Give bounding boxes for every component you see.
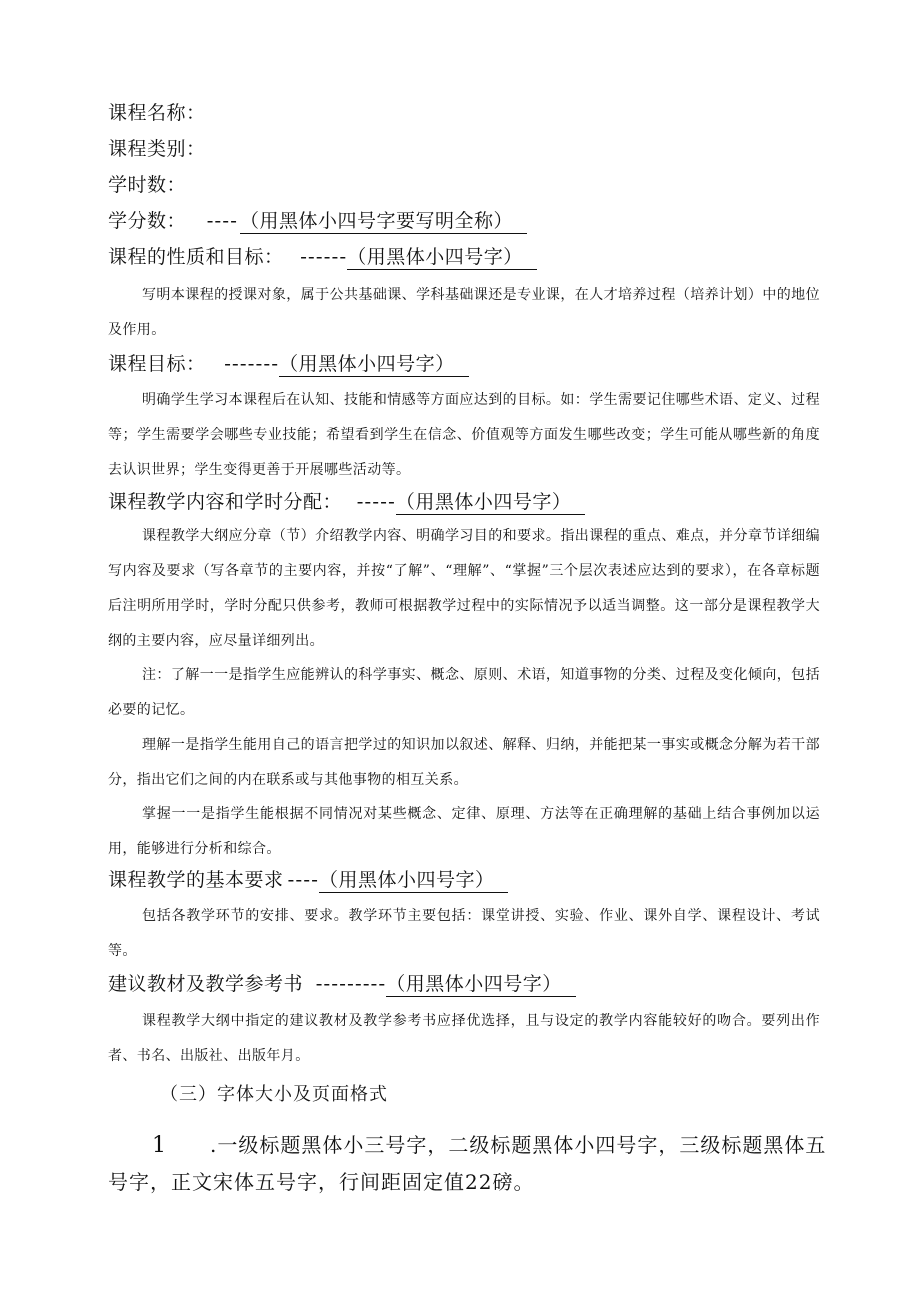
paragraph-master: 掌握一一是指学生能根据不同情况对某些概念、定律、原理、方法等在正确理解的基础上结合事例加以运用，能够进行分析和综合。 [108,806,820,857]
section-dash: ------- [224,353,280,375]
section-note: （用黑体小四号字） [319,869,509,893]
item-number: 1 [152,1133,167,1158]
paragraph-textbooks: 课程教学大纲中指定的建议教材及教学参考书应择优选择，且与设定的教学内容能较好的吻合。要列出作者、书名、出版社、出版年月。 [108,1013,820,1064]
section-heading-nature [108,245,537,269]
section-heading-requirements [108,868,508,892]
item-1 [108,1127,828,1200]
section-dash: ---- [287,869,319,891]
section-title: 课程目标： [108,353,206,375]
course-type-label: 课程类别： [108,138,206,160]
section-title: 建议教材及教学参考书 [108,973,304,995]
credits-heading [108,209,527,233]
section-heading-goals [108,352,469,376]
course-name-label: 课程名称： [108,102,206,124]
paragraph-requirements: 包括各教学环节的安排、要求。教学环节主要包括：课堂讲授、实验、作业、课外自学、课程设计、考试等。 [108,908,820,959]
section-note: （用黑体小四号字） [396,491,586,515]
credits-note: （用黑体小四号字要写明全称） [240,210,527,234]
paragraph-comprehend: 理解一是指学生能用自己的语言把学过的知识加以叙述、解释、归纳，并能把某一事实或概念分解为若干部分，指出它们之间的内在联系或与其他事物的相互关系。 [108,737,820,788]
section-heading-content [108,490,585,514]
section-note: （用黑体小四号字） [347,246,537,270]
paragraph-content: 课程教学大纲应分章（节）介绍教学内容、明确学习目的和要求。指出课程的重点、难点，并分章节详细编写内容及要求（写各章节的主要内容，并按“了解”、“理解”、“掌握”三个层次表述应达到的要求），在各章标题后注明所用学时，学时分配只供参考，教师可根据教学过程中的实际情况予以适当调整。这一部分是课程教学大纲的主要内容，应尽量详细列出。 [108,528,820,649]
credits-dash: ---- [206,210,238,232]
section-dash: ----- [356,491,396,513]
hours-label: 学时数： [108,174,187,196]
paragraph-goals: 明确学生学习本课程后在认知、技能和情感等方面应达到的目标。如：学生需要记住哪些术语、定义、过程等；学生需要学会哪些专业技能；希望看到学生在信念、价值观等方面发生哪些改变；学生可能从哪些新的角度去认识世界；学生变得更善于开展哪些活动等。 [108,392,820,478]
section-dash: ------ [300,246,348,268]
section-title: 课程教学内容和学时分配： [108,491,343,513]
section-dash: --------- [315,973,387,995]
section-note: （用黑体小四号字） [279,353,469,377]
paragraph-nature: 写明本课程的授课对象，属于公共基础课、学科基础课还是专业课，在人才培养过程（培养计划）中的地位及作用。 [108,287,820,338]
section-title: 课程教学的基本要求 [108,869,284,891]
paragraph-understand-note: 注：了解一一是指学生应能辨认的科学事实、概念、原则、术语，知道事物的分类、过程及变化倾向，包括必要的记忆。 [108,667,820,718]
item-text: .一级标题黑体小三号字，二级标题黑体小四号字，三级标题黑体五号字，正文宋体五号字，行间距固定值22磅。 [108,1133,827,1194]
section-heading-textbooks [108,972,576,996]
credits-label: 学分数： [108,210,187,232]
section-title: 课程的性质和目标： [108,246,284,268]
section-note: （用黑体小四号字） [386,973,576,997]
subsection-title: （三）字体大小及页面格式 [160,1084,388,1105]
